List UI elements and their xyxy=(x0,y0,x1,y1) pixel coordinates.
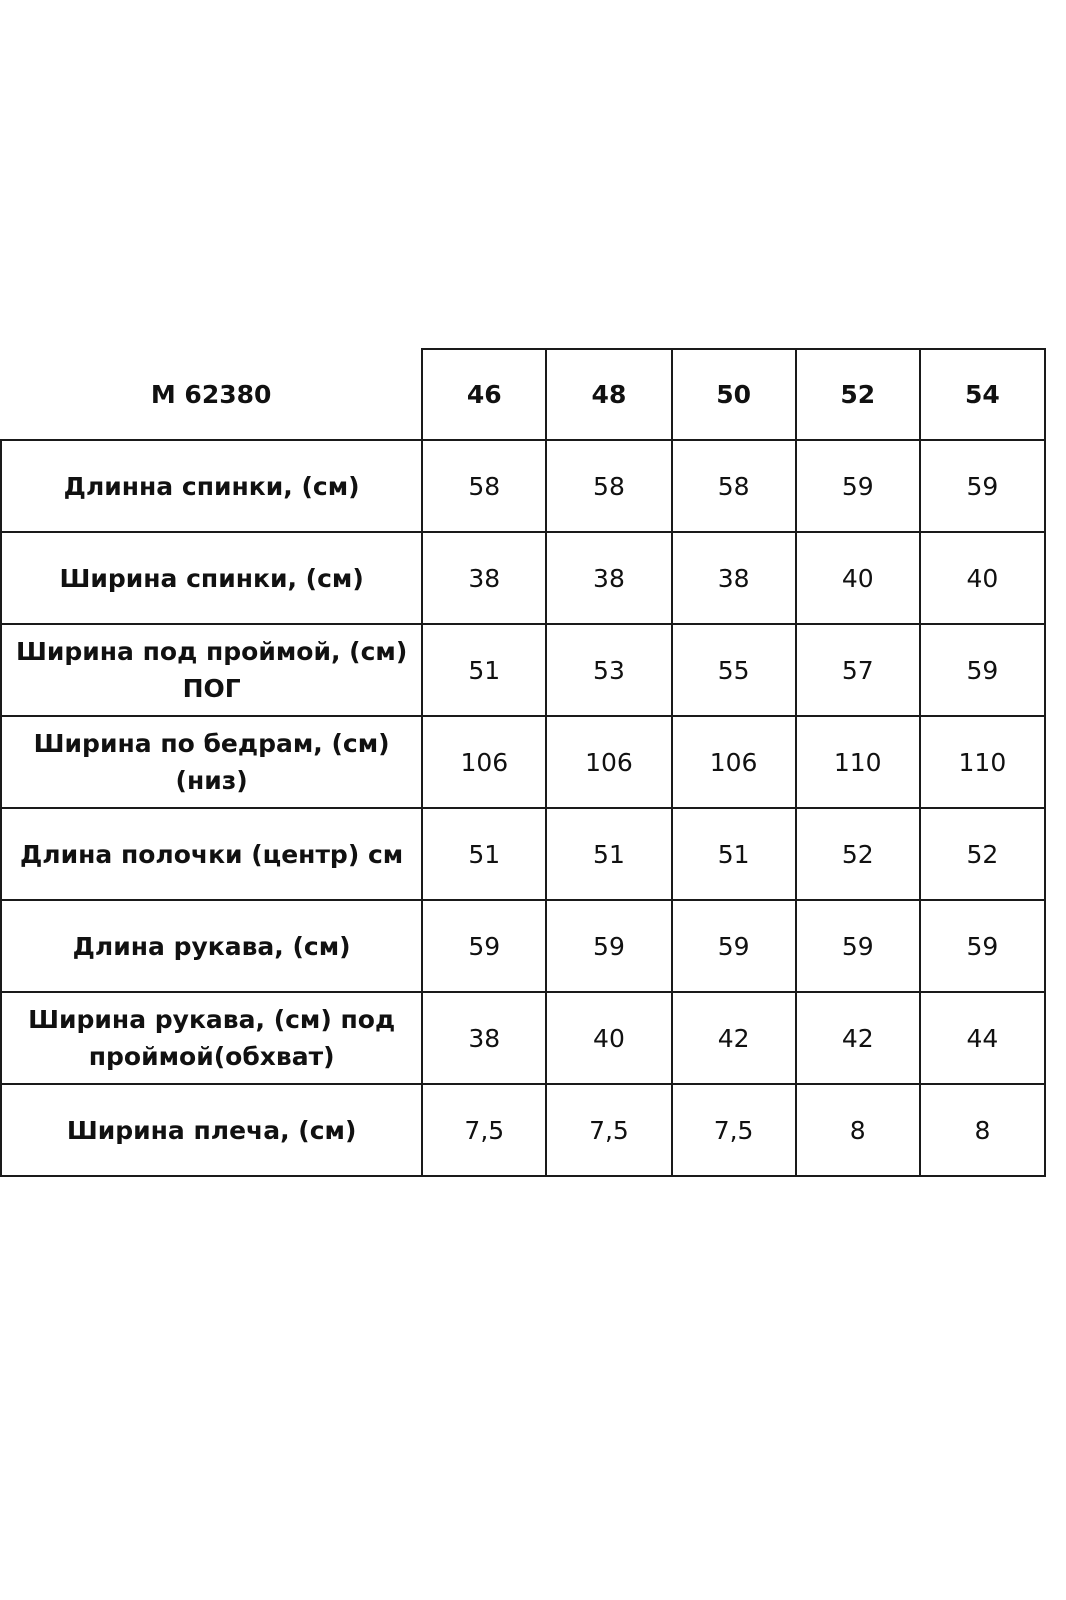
table-cell: 38 xyxy=(546,532,671,624)
table-cell: 59 xyxy=(422,900,546,992)
table-cell: 106 xyxy=(546,716,671,808)
table-cell: 57 xyxy=(796,624,920,716)
table-cell: 106 xyxy=(672,716,796,808)
table-cell: 8 xyxy=(920,1084,1045,1176)
size-chart-table xyxy=(0,348,1046,1177)
size-header: 48 xyxy=(546,349,671,440)
table-cell: 59 xyxy=(796,900,920,992)
table-cell: 59 xyxy=(796,440,920,532)
model-number: М 62380 xyxy=(1,349,422,440)
row-label: Длина рукава, (см) xyxy=(1,900,422,992)
row-label: Ширина рукава, (см) под проймой(обхват) xyxy=(1,992,422,1084)
table-row xyxy=(1,900,1045,992)
table-cell: 106 xyxy=(422,716,546,808)
table-cell: 110 xyxy=(796,716,920,808)
header-row xyxy=(1,349,1045,440)
size-header: 52 xyxy=(796,349,920,440)
table-cell: 40 xyxy=(796,532,920,624)
table-cell: 59 xyxy=(920,900,1045,992)
table-cell: 38 xyxy=(422,992,546,1084)
table-row xyxy=(1,440,1045,532)
table-cell: 51 xyxy=(546,808,671,900)
row-label: Ширина под проймой, (см) ПОГ xyxy=(1,624,422,716)
table-cell: 51 xyxy=(422,624,546,716)
table-cell: 40 xyxy=(920,532,1045,624)
table-cell: 42 xyxy=(672,992,796,1084)
table-cell: 42 xyxy=(796,992,920,1084)
row-label: Длина полочки (центр) см xyxy=(1,808,422,900)
table-cell: 7,5 xyxy=(672,1084,796,1176)
size-header: 46 xyxy=(422,349,546,440)
table-row xyxy=(1,1084,1045,1176)
table-cell: 51 xyxy=(422,808,546,900)
table-cell: 59 xyxy=(920,624,1045,716)
table-cell: 55 xyxy=(672,624,796,716)
table-cell: 8 xyxy=(796,1084,920,1176)
table-cell: 38 xyxy=(422,532,546,624)
table-cell: 44 xyxy=(920,992,1045,1084)
table-row xyxy=(1,624,1045,716)
table-cell: 7,5 xyxy=(422,1084,546,1176)
row-label: Ширина спинки, (см) xyxy=(1,532,422,624)
table-cell: 59 xyxy=(546,900,671,992)
row-label: Ширина по бедрам, (см) (низ) xyxy=(1,716,422,808)
size-header: 50 xyxy=(672,349,796,440)
table-cell: 59 xyxy=(672,900,796,992)
table-cell: 52 xyxy=(796,808,920,900)
table-cell: 52 xyxy=(920,808,1045,900)
table-cell: 53 xyxy=(546,624,671,716)
row-label: Ширина плеча, (см) xyxy=(1,1084,422,1176)
size-header: 54 xyxy=(920,349,1045,440)
table-cell: 58 xyxy=(546,440,671,532)
table-cell: 51 xyxy=(672,808,796,900)
table-cell: 7,5 xyxy=(546,1084,671,1176)
table-cell: 40 xyxy=(546,992,671,1084)
table-cell: 38 xyxy=(672,532,796,624)
table-row xyxy=(1,532,1045,624)
table-cell: 58 xyxy=(672,440,796,532)
table-row xyxy=(1,716,1045,808)
row-label: Длинна спинки, (см) xyxy=(1,440,422,532)
table-cell: 110 xyxy=(920,716,1045,808)
table-cell: 58 xyxy=(422,440,546,532)
table-row xyxy=(1,808,1045,900)
table-row xyxy=(1,992,1045,1084)
table-cell: 59 xyxy=(920,440,1045,532)
